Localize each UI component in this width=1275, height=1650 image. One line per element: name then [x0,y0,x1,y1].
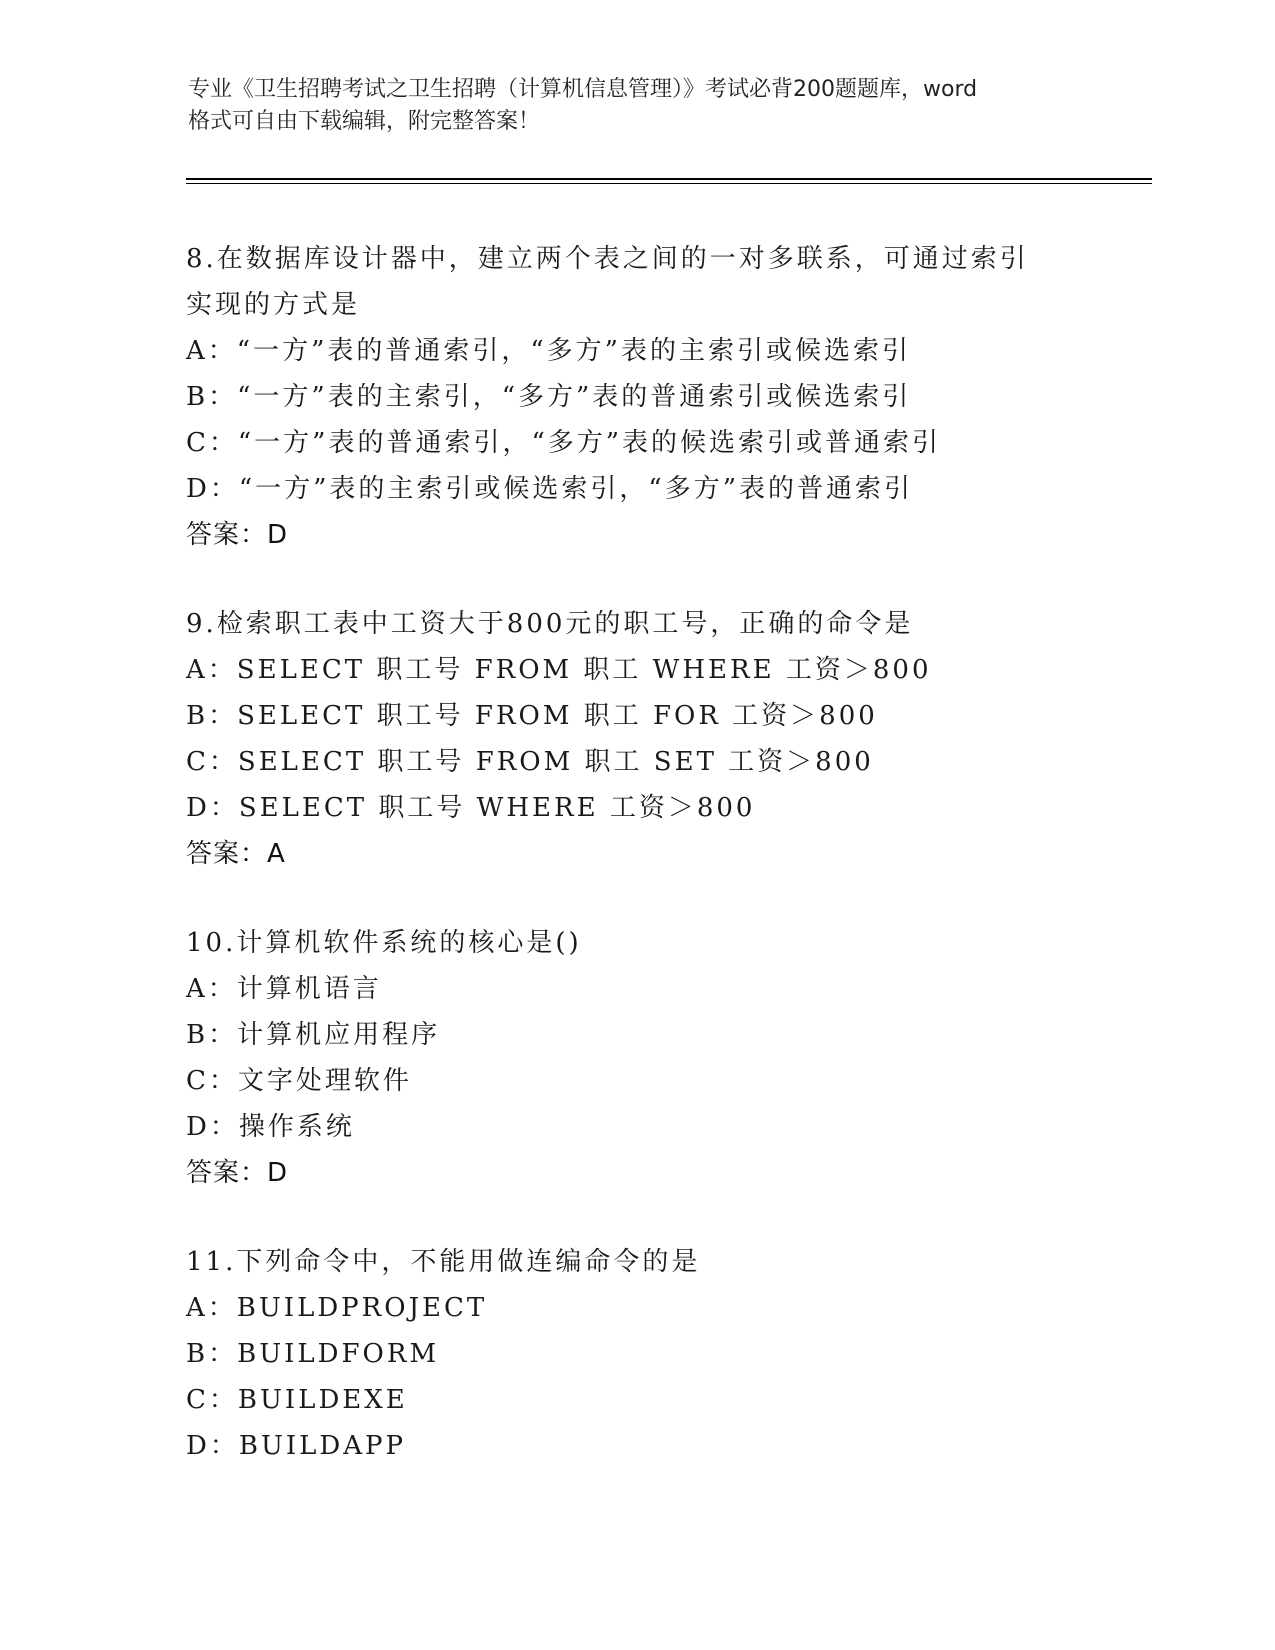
answer-label: 答案：A [186,839,286,869]
header-line-1: 专业《卫生招聘考试之卫生招聘（计算机信息管理）》考试必背200题题库，word [188,77,978,102]
question-8 [186,236,1086,558]
option-d: D：操作系统 [186,1112,355,1142]
question-stem: 11.下列命令中，不能用做连编命令的是 [186,1247,701,1277]
option-b: B：BUILDFORM [186,1339,440,1369]
question-list [186,236,1086,1512]
answer-label: 答案：D [186,520,289,550]
option-c: C：SELECT 职工号 FROM 职工 SET 工资＞800 [186,747,874,777]
option-a: A：“一方”表的普通索引，“多方”表的主索引或候选索引 [186,336,911,366]
option-a: A：BUILDPROJECT [186,1293,488,1323]
option-a: A：SELECT 职工号 FROM 职工 WHERE 工资＞800 [186,655,932,685]
option-a: A：计算机语言 [186,974,382,1004]
option-c: C：BUILDEXE [186,1385,408,1415]
option-d: D：SELECT 职工号 WHERE 工资＞800 [186,793,756,823]
question-stem: 10.计算机软件系统的核心是() [186,928,582,958]
document-header [188,74,1088,138]
question-stem: 9.检索职工表中工资大于800元的职工号，正确的命令是 [186,609,914,639]
header-divider-top [186,178,1152,180]
question-10 [186,920,1086,1196]
option-d: D：BUILDAPP [186,1431,407,1461]
option-d: D：“一方”表的主索引或候选索引，“多方”表的普通索引 [186,474,914,504]
option-b: B：SELECT 职工号 FROM 职工 FOR 工资＞800 [186,701,878,731]
option-b: B：计算机应用程序 [186,1020,441,1050]
option-b: B：“一方”表的主索引，“多方”表的普通索引或候选索引 [186,382,912,412]
question-11 [186,1239,1086,1469]
header-line-2: 格式可自由下载编辑，附完整答案！ [188,109,541,134]
option-c: C：文字处理软件 [186,1066,412,1096]
question-stem: 8.在数据库设计器中，建立两个表之间的一对多联系，可通过索引实现的方式是 [186,244,1029,320]
header-divider-bottom [186,183,1152,184]
answer-label: 答案：D [186,1158,289,1188]
question-9 [186,601,1086,877]
option-c: C：“一方”表的普通索引，“多方”表的候选索引或普通索引 [186,428,942,458]
